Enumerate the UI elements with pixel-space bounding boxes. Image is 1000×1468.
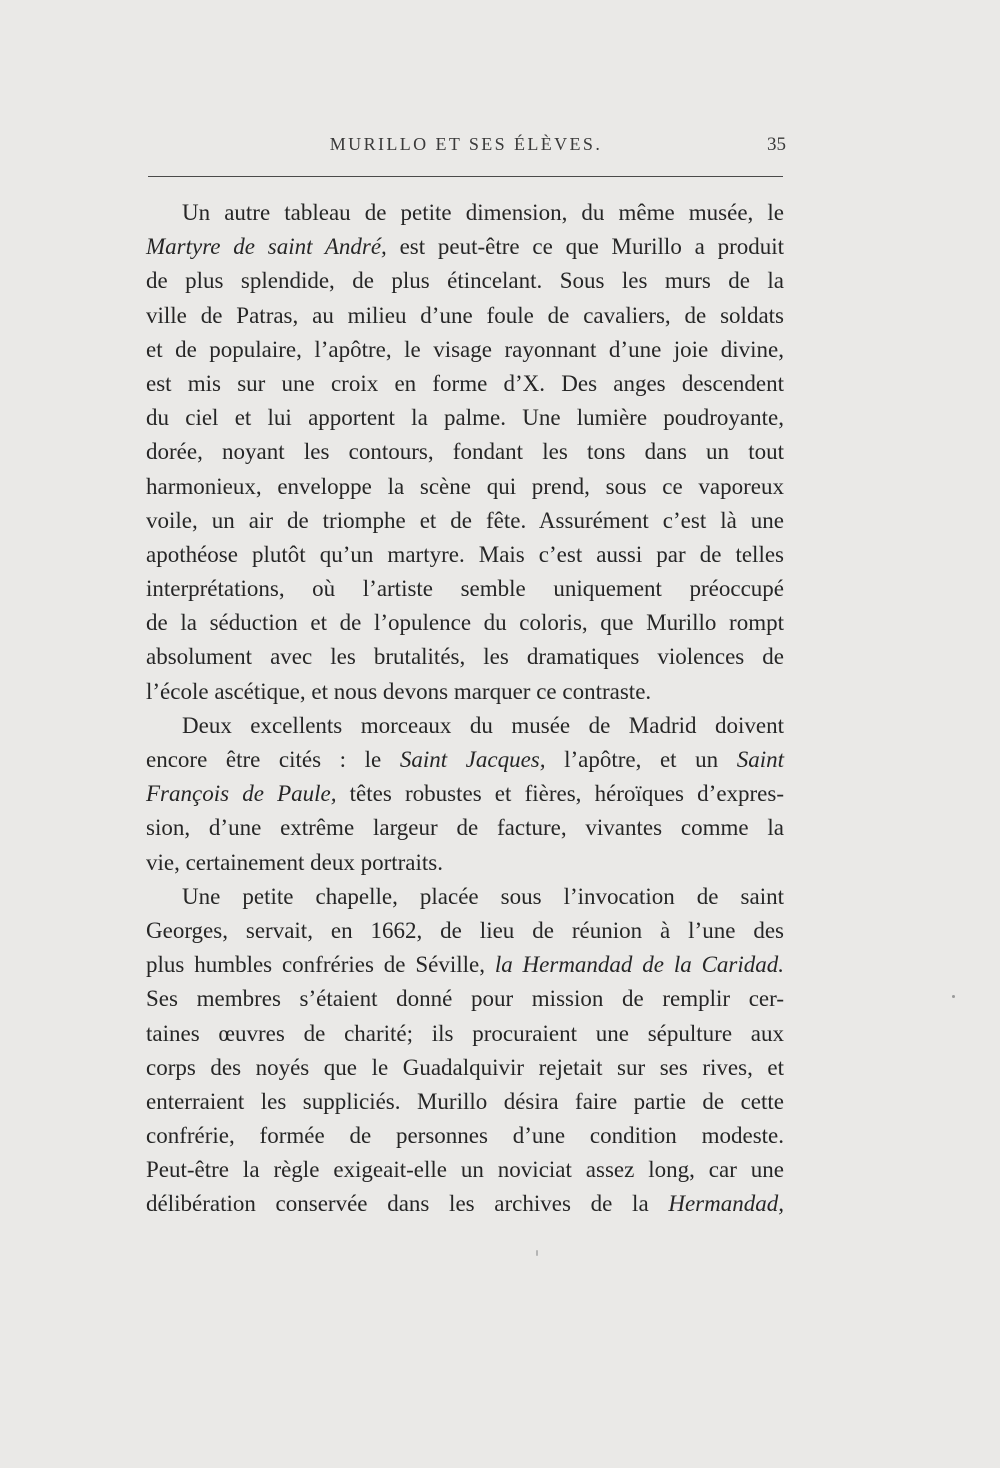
text-line bbox=[146, 470, 784, 504]
text-line bbox=[146, 401, 784, 435]
text-line bbox=[146, 675, 784, 709]
text-line bbox=[146, 743, 784, 777]
text-run: interprétations, où l’artiste semble uniquement préoccupé bbox=[146, 576, 784, 602]
text-run: Une petite chapelle, placée sous l’invocation de saint bbox=[182, 883, 784, 909]
text-run: harmonieux, enveloppe la scène qui prend, sous ce vaporeux bbox=[146, 473, 784, 499]
text-run: voile, un air de triomphe et de fête. Assurément c’est là une bbox=[146, 507, 784, 533]
text-line bbox=[146, 230, 784, 264]
text-line bbox=[146, 264, 784, 298]
text-run: du ciel et lui apportent la palme. Une lumière poudroyante, bbox=[146, 405, 784, 431]
text-line bbox=[146, 367, 784, 401]
paragraph bbox=[146, 709, 784, 880]
text-run: et de populaire, l’apôtre, le visage rayonnant d’une joie divine, bbox=[146, 336, 784, 362]
header-rule bbox=[148, 176, 783, 177]
text-line bbox=[146, 196, 784, 230]
running-header bbox=[146, 131, 786, 161]
text-run: enterraient les suppliciés. Murillo désira faire partie de cette bbox=[146, 1088, 784, 1114]
text-line bbox=[146, 880, 784, 914]
text-line bbox=[146, 1085, 784, 1119]
text-run: délibération conservée dans les archives de la bbox=[146, 1191, 669, 1217]
text-line bbox=[146, 811, 784, 845]
italic-title: Saint Jacques, bbox=[399, 747, 546, 772]
text-run: ville de Patras, au milieu d’une foule de cavaliers, de soldats bbox=[146, 302, 784, 328]
text-line bbox=[146, 1153, 784, 1187]
italic-title: la Hermandad de la Caridad. bbox=[494, 952, 785, 978]
text-run: Georges, servait, en 1662, de lieu de réunion à l’une des bbox=[146, 917, 784, 943]
body-text bbox=[146, 196, 784, 1222]
italic-title: Saint bbox=[736, 747, 784, 772]
text-run: vie, certainement deux portraits. bbox=[146, 849, 443, 875]
italic-title: François de Paule, bbox=[146, 781, 337, 807]
paper-speck bbox=[952, 995, 955, 998]
text-run: sion, d’une extrême largeur de facture, vivantes comme la bbox=[146, 815, 784, 841]
text-line bbox=[146, 948, 784, 982]
text-line bbox=[146, 572, 784, 606]
text-run: est peut-être ce que Murillo a produit bbox=[386, 234, 785, 260]
text-line bbox=[146, 709, 784, 743]
paper-speck bbox=[536, 1250, 538, 1256]
running-title: MURILLO ET SES ÉLÈVES. bbox=[329, 134, 603, 154]
italic-title: Hermandad, bbox=[668, 1191, 784, 1217]
text-run: Un autre tableau de petite dimension, du même musée, le bbox=[182, 200, 784, 225]
text-line bbox=[146, 846, 784, 880]
text-line bbox=[146, 982, 784, 1016]
text-line bbox=[146, 1187, 784, 1221]
text-run: l’apôtre, et un bbox=[545, 747, 737, 772]
text-run: est mis sur une croix en forme d’X. Des anges descendent bbox=[146, 370, 784, 396]
text-run: plus humbles confréries de Séville, bbox=[146, 952, 495, 978]
text-line bbox=[146, 538, 784, 572]
text-line bbox=[146, 333, 784, 367]
text-run: taines œuvres de charité; ils procuraient une sépulture aux bbox=[146, 1020, 784, 1046]
text-line bbox=[146, 299, 784, 333]
text-run: de plus splendide, de plus étincelant. Sous les murs de la bbox=[146, 268, 784, 294]
text-run: absolument avec les brutalités, les dramatiques violences de bbox=[146, 644, 784, 670]
text-line bbox=[146, 640, 784, 674]
text-line bbox=[146, 777, 784, 811]
text-run: encore être cités : le bbox=[146, 747, 400, 772]
text-line bbox=[146, 606, 784, 640]
text-line bbox=[146, 435, 784, 469]
italic-title: Martyre de saint André, bbox=[146, 234, 387, 260]
text-run: têtes robustes et fières, héroïques d’expres- bbox=[336, 781, 785, 807]
text-run: dorée, noyant les contours, fondant les tons dans un tout bbox=[146, 439, 784, 465]
text-run: Deux excellents morceaux du musée de Madrid doivent bbox=[182, 712, 784, 738]
paragraph bbox=[146, 196, 784, 709]
text-line bbox=[146, 1017, 784, 1051]
text-run: de la séduction et de l’opulence du coloris, que Murillo rompt bbox=[146, 610, 784, 636]
paragraph bbox=[146, 880, 784, 1222]
text-run: l’école ascétique, et nous devons marquer ce contraste. bbox=[146, 678, 652, 704]
text-run: corps des noyés que le Guadalquivir rejetait sur ses rives, et bbox=[146, 1054, 784, 1080]
text-line bbox=[146, 1119, 784, 1153]
text-run: apothéose plutôt qu’un martyre. Mais c’est aussi par de telles bbox=[146, 541, 784, 567]
text-line bbox=[146, 1051, 784, 1085]
text-run: confrérie, formée de personnes d’une condition modeste. bbox=[146, 1123, 784, 1149]
text-line bbox=[146, 914, 784, 948]
text-line bbox=[146, 504, 784, 538]
text-run: Peut-être la règle exigeait-elle un noviciat assez long, car une bbox=[146, 1157, 784, 1183]
page-number: 35 bbox=[767, 134, 786, 155]
text-run: Ses membres s’étaient donné pour mission de remplir cer- bbox=[146, 986, 784, 1012]
